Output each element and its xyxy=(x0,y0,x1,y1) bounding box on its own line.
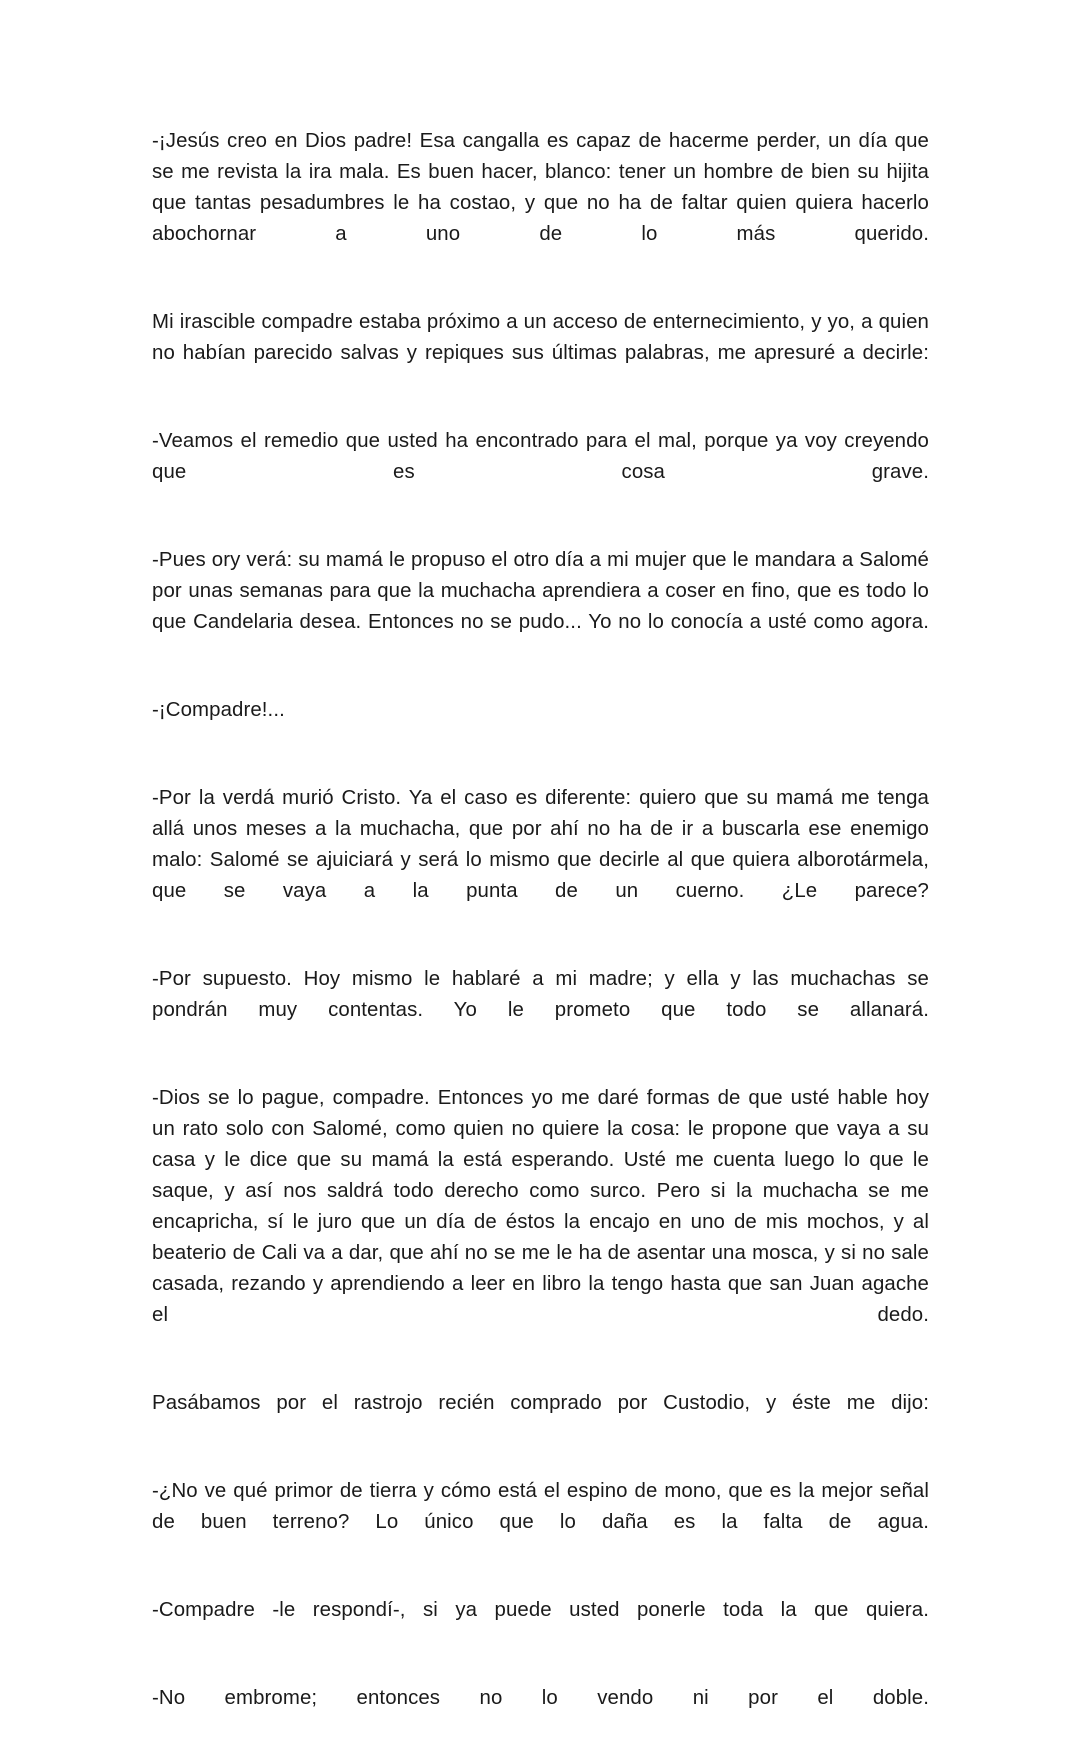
paragraph: Pasábamos por el rastrojo recién comprado por Custodio, y éste me dijo: xyxy=(152,1392,929,1414)
text-column xyxy=(152,126,929,1745)
paragraph: -¡Jesús creo en Dios padre! Esa cangalla es capaz de hacerme perder, un día que se me revista la ira mala. Es buen hacer, blanco: tener un hombre de bien su hijita que tantas pesadumbres le ha costao, y que no ha de faltar quien quiera hacerlo abochornar a uno de lo más querido. xyxy=(152,130,929,245)
paragraph: -Compadre -le respondí-, si ya puede usted ponerle toda la que quiera. xyxy=(152,1599,929,1621)
paragraph: -Pues ory verá: su mamá le propuso el otro día a mi mujer que le mandara a Salomé por unas semanas para que la muchacha aprendiera a coser en fino, que es todo lo que Candelaria desea. Entonces no se pudo... Yo no lo conocía a usté como agora. xyxy=(152,549,929,633)
paragraph: -Por supuesto. Hoy mismo le hablaré a mi madre; y ella y las muchachas se pondrán muy contentas. Yo le prometo que todo se allanará. xyxy=(152,968,929,1021)
paragraph: -No embrome; entonces no lo vendo ni por el doble. xyxy=(152,1687,929,1709)
paragraph: -Veamos el remedio que usted ha encontrado para el mal, porque ya voy creyendo que es cosa grave. xyxy=(152,430,929,483)
paragraph: -Dios se lo pague, compadre. Entonces yo me daré formas de que usté hable hoy un rato solo con Salomé, como quien no quiere la cosa: le propone que vaya a su casa y le dice que su mamá la está esperando. Usté me cuenta luego lo que le saque, y así nos saldrá todo derecho como surco. Pero si la muchacha se me encapricha, sí le juro que un día de éstos la encajo en uno de mis mochos, y al beaterio de Cali va a dar, que ahí no se me le ha de asentar una mosca, y si no sale casada, rezando y aprendiendo a leer en libro la tengo hasta que san Juan agache el dedo. xyxy=(152,1087,929,1326)
paragraph: -Por la verdá murió Cristo. Ya el caso es diferente: quiero que su mamá me tenga allá unos meses a la muchacha, que por ahí no ha de ir a buscarla ese enemigo malo: Salomé se ajuiciará y será lo mismo que decirle al que quiera alborotármela, que se vaya a la punta de un cuerno. ¿Le parece? xyxy=(152,787,929,902)
paragraph: Mi irascible compadre estaba próximo a un acceso de enternecimiento, y yo, a quien no habían parecido salvas y repiques sus últimas palabras, me apresuré a decirle: xyxy=(152,311,929,364)
paragraph: -¿No ve qué primor de tierra y cómo está el espino de mono, que es la mejor señal de buen terreno? Lo único que lo daña es la falta de agua. xyxy=(152,1480,929,1533)
paragraph: -¡Compadre!... xyxy=(152,699,285,721)
